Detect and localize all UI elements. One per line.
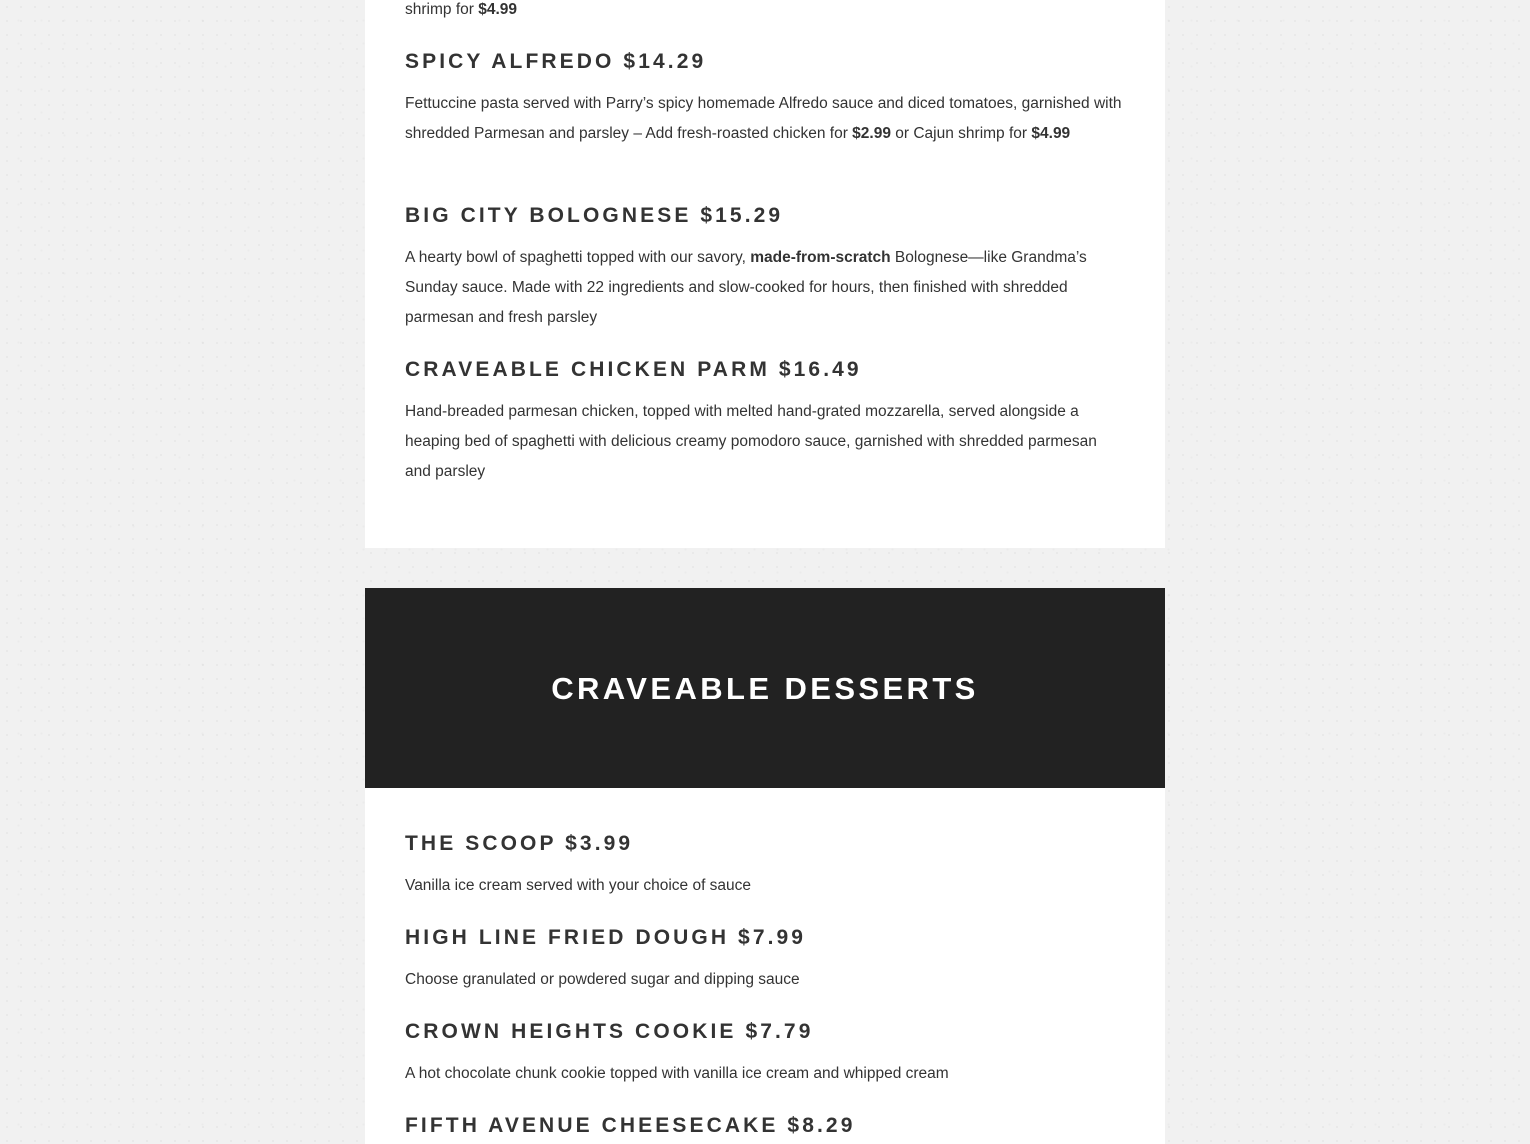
section-heading-desserts: CRAVEABLE DESSERTS — [551, 670, 979, 706]
previous-item-description-fragment: shrimp for $4.99 — [405, 1, 518, 18]
menu-item-title-the-scoop: THE SCOOP $3.99 — [405, 832, 634, 855]
menu-item-description-crown-heights-cookie: A hot chocolate chunk cookie topped with vanilla ice cream and whipped cream — [405, 1065, 949, 1082]
menu-item-description-high-line-fried-dough: Choose granulated or powdered sugar and dipping sauce — [405, 971, 800, 988]
menu-item-title-crown-heights-cookie: CROWN HEIGHTS COOKIE $7.79 — [405, 1020, 814, 1043]
menu-item-description-craveable-chicken-parm: Hand-breaded parmesan chicken, topped with melted hand-grated mozzarella, served alongside a heaping bed of spaghetti with delicious creamy pomodoro sauce, garnished with shredded parmesan and parsley — [405, 403, 1097, 480]
desserts-section-banner — [365, 588, 1165, 788]
menu-item-description-big-city-bolognese: A hearty bowl of spaghetti topped with our savory, made-from-scratch Bolognese—like Grandma’s Sunday sauce. Made with 22 ingredients and slow-cooked for hours, then finished with shredded parmesan and fresh parsley — [405, 249, 1087, 326]
menu-item-title-big-city-bolognese: BIG CITY BOLOGNESE $15.29 — [405, 204, 784, 227]
menu-item-title-fifth-avenue-cheesecake: FIFTH AVENUE CHEESECAKE $8.29 — [405, 1114, 856, 1137]
price-highlight: $4.99 — [1031, 125, 1071, 142]
menu-item-description-the-scoop: Vanilla ice cream served with your choice of sauce — [405, 877, 752, 894]
menu-item-title-craveable-chicken-parm: CRAVEABLE CHICKEN PARM $16.49 — [405, 358, 862, 381]
emphasis-text: made-from-scratch — [750, 249, 891, 266]
price-highlight: $2.99 — [852, 125, 891, 142]
menu-item-title-spicy-alfredo: SPICY ALFREDO $14.29 — [405, 50, 707, 73]
price-highlight: $4.99 — [478, 1, 518, 18]
menu-item-title-high-line-fried-dough: HIGH LINE FRIED DOUGH $7.99 — [405, 926, 807, 949]
menu-item-description-spicy-alfredo: Fettuccine pasta served with Parry’s spicy homemade Alfredo sauce and diced tomatoes, garnished with shredded Parmesan and parsley – Add fresh-roasted chicken for $2.99 or Cajun shrimp for $4.99 — [405, 95, 1122, 142]
